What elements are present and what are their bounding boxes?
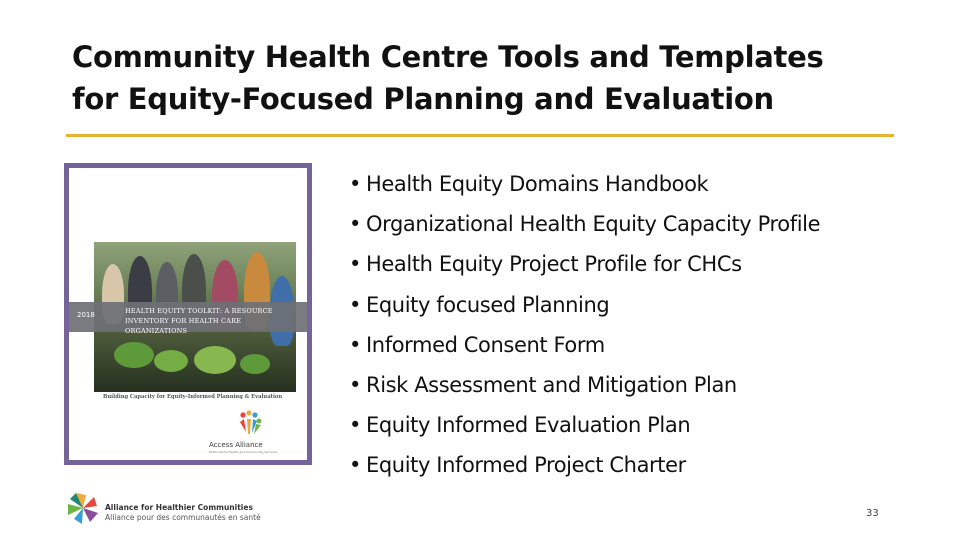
slide-title-line-2: for Equity-Focused Planning and Evaluation (72, 82, 774, 116)
access-alliance-logo-icon (234, 410, 264, 438)
bullet-item (349, 285, 820, 325)
bullet-item (349, 244, 820, 284)
cover-title (125, 306, 303, 336)
bullet-item (349, 365, 820, 405)
bullet-text: Informed Consent Form (366, 332, 605, 357)
cover-page (69, 168, 307, 460)
bullet-symbol: • (349, 172, 361, 196)
plant-shape (194, 346, 236, 374)
slide-title-line-1: Community Health Centre Tools and Templates (72, 40, 824, 74)
cover-org-tagline: Multicultural Health and Community Services (209, 450, 278, 454)
cover-subtitle: Building Capacity for Equity-Informed Planning & Evaluation (103, 394, 283, 400)
bullet-text: Equity focused Planning (366, 292, 610, 317)
bullet-item (349, 325, 820, 365)
cover-year: 2018 (77, 311, 95, 319)
cover-org-name: Access Alliance (209, 441, 263, 449)
cover-title-line-2: INVENTORY FOR HEALTH CARE ORGANIZATIONS (125, 317, 242, 335)
plant-shape (114, 342, 154, 368)
bullet-text: Equity Informed Evaluation Plan (366, 413, 691, 438)
bullet-item (349, 204, 820, 244)
slide-title (72, 36, 892, 120)
bullet-symbol: • (349, 332, 361, 357)
page-number: 33 (866, 508, 879, 519)
bullet-symbol: • (349, 292, 361, 317)
bullet-item (349, 445, 820, 485)
toolkit-cover-image (64, 163, 312, 465)
plant-shape (240, 354, 270, 374)
bullet-text: Health Equity Project Profile for CHCs (366, 252, 742, 277)
bullet-text: Risk Assessment and Mitigation Plan (366, 372, 737, 397)
alliance-name-fr: Alliance pour des communautés en santé (105, 513, 261, 522)
title-divider (66, 134, 894, 137)
plant-shape (154, 350, 188, 372)
bullet-symbol: • (349, 413, 361, 438)
bullet-text: Equity Informed Project Charter (366, 453, 686, 478)
bullet-item (349, 164, 820, 204)
bullet-symbol: • (349, 372, 361, 397)
bullet-text: Health Equity Domains Handbook (366, 172, 709, 196)
bullet-symbol: • (349, 252, 361, 277)
bullet-symbol: • (349, 212, 361, 237)
cover-title-line-1: HEALTH EQUITY TOOLKIT: A RESOURCE (125, 307, 273, 315)
alliance-logo-icon (66, 491, 100, 525)
tools-bullet-list (349, 164, 820, 486)
bullet-text: Organizational Health Equity Capacity Profile (366, 212, 821, 237)
bullet-item (349, 405, 820, 445)
alliance-name-en: Alliance for Healthier Communities (105, 503, 253, 512)
bullet-symbol: • (349, 453, 361, 478)
cover-title-band (69, 302, 307, 335)
